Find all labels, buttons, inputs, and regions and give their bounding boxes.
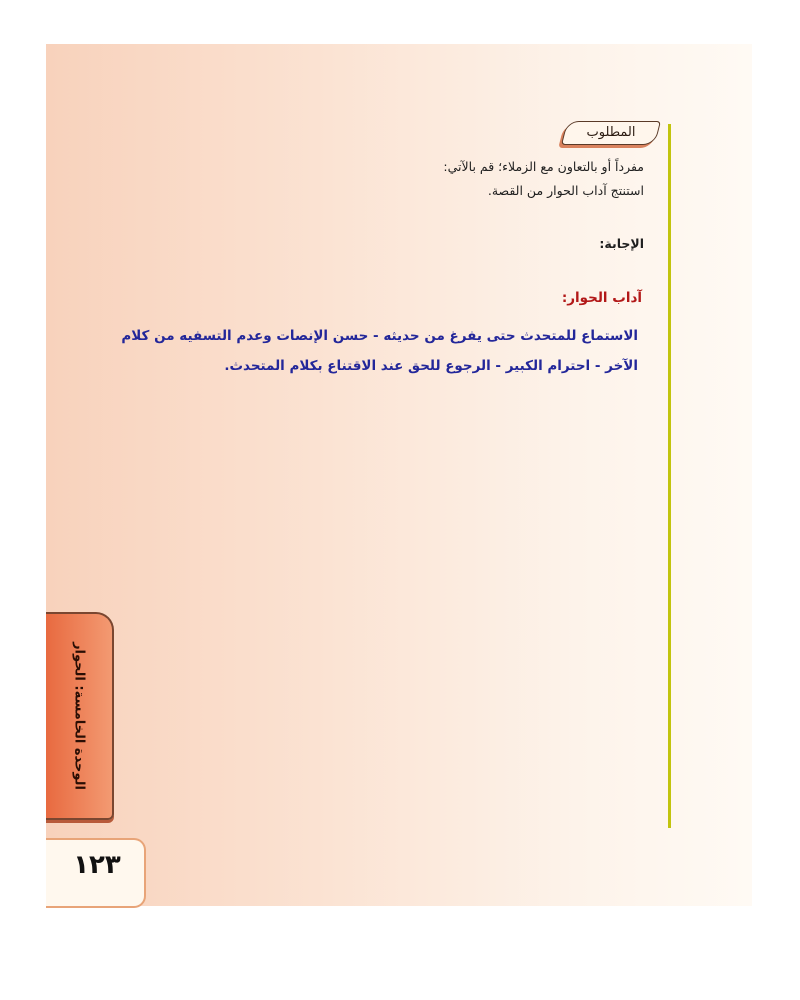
required-label: المطلوب	[586, 125, 636, 140]
instruction-line-2: استنتج آداب الحوار من القصة.	[487, 183, 644, 198]
page-number: ١٢٣	[73, 850, 121, 880]
unit-title: الوحدة الخامسة: الحوار	[71, 642, 87, 790]
vertical-divider	[668, 124, 671, 828]
page-number-box	[46, 838, 146, 908]
answer-heading: آداب الحوار:	[561, 290, 642, 306]
answer-text: الاستماع للمتحدث حتى يفرغ من حديثه - حسن الإنصات وعدم التسفيه من كلام الآخر - احترام الكبير - الرجوع للحق عند الاقتناع بكلام المتحدث.	[121, 328, 638, 374]
answer-label: الإجابة:	[599, 236, 644, 251]
instruction-line-1: مفرداً أو بالتعاون مع الزملاء؛ قم بالآتي:	[443, 159, 644, 174]
required-tag	[561, 121, 661, 145]
textbook-page	[46, 44, 752, 906]
unit-side-tab	[46, 612, 114, 820]
